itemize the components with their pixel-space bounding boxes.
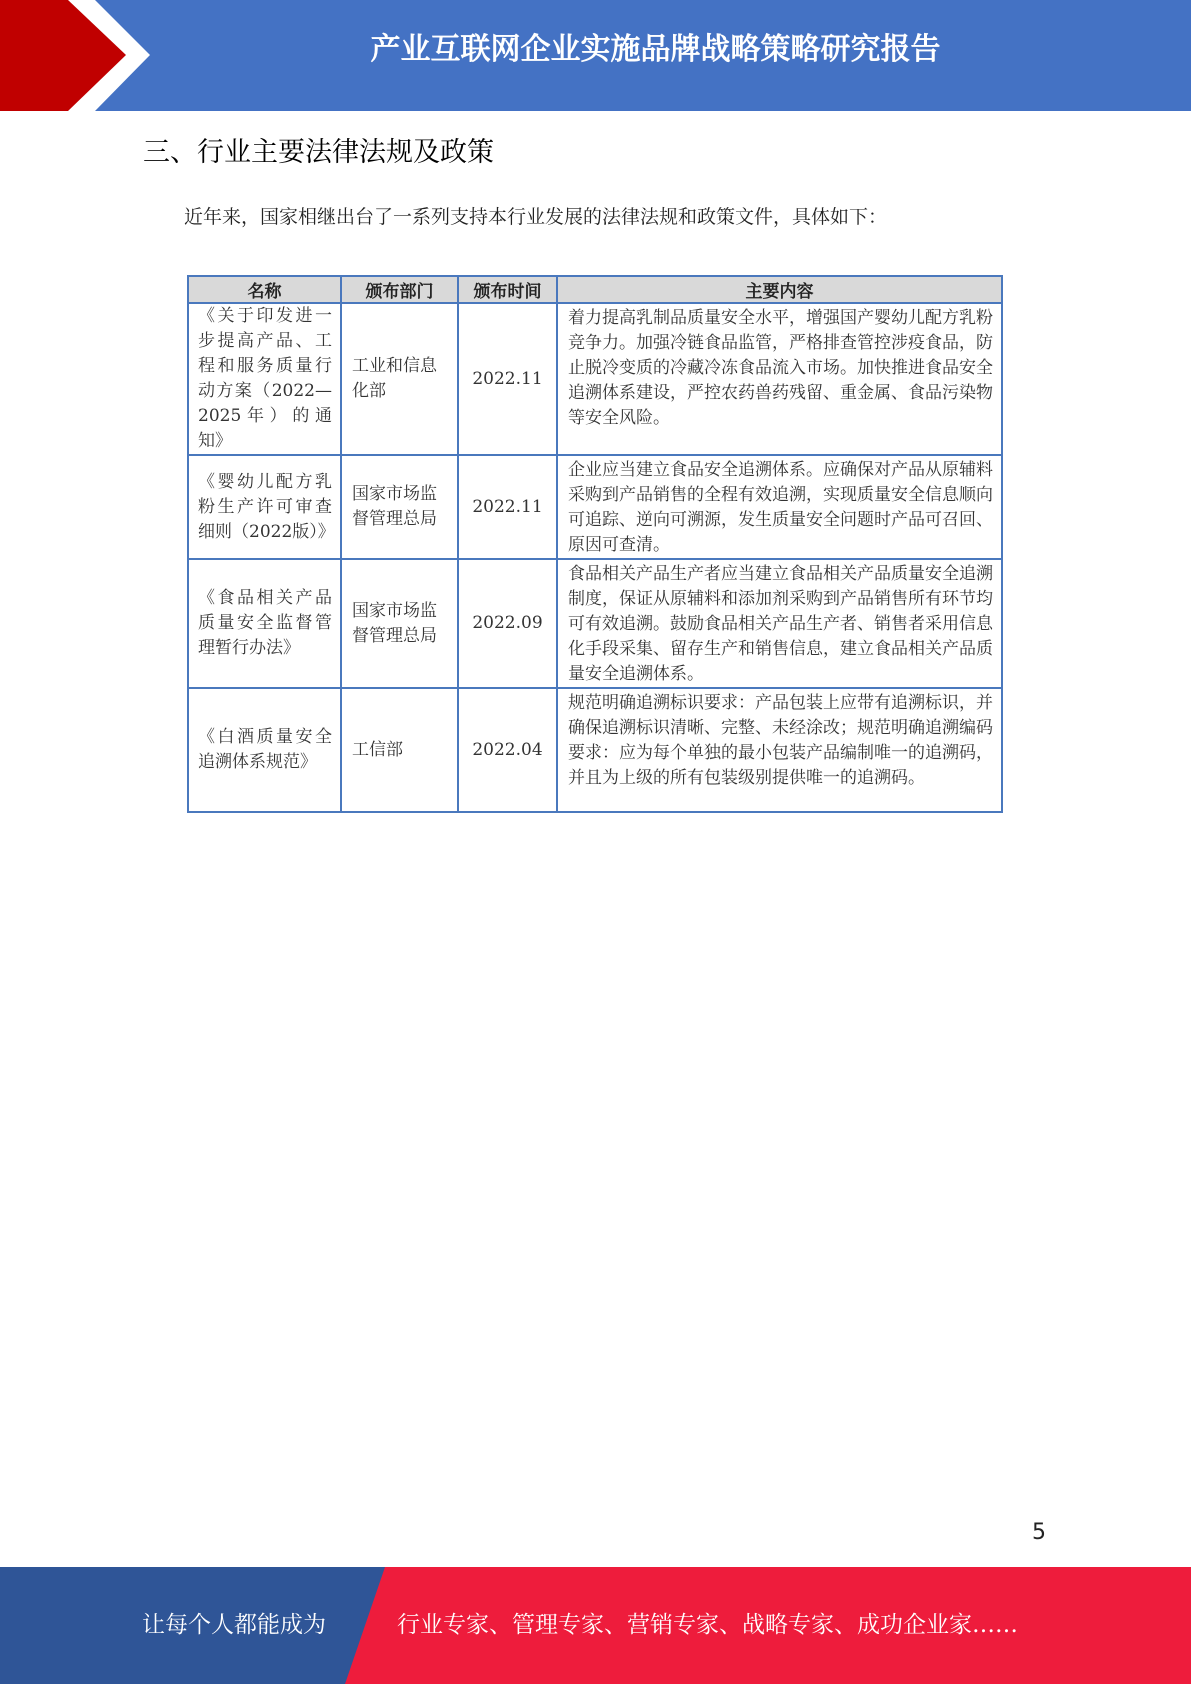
table-row [188,303,1002,455]
row-content [557,455,1002,559]
row-dept: 工信部 [341,688,458,812]
row-date: 2022.04 [458,688,557,812]
section-heading: 三、行业主要法律法规及政策 [143,137,494,168]
header-content: 主要内容 [557,276,1002,303]
header-dept: 颁布部门 [341,276,458,303]
intro-paragraph: 近年来，国家相继出台了一系列支持本行业发展的法律法规和政策文件，具体如下： [184,206,888,228]
row-content-text: 着力提高乳制品质量安全水平，增强国产婴幼儿配方乳粉竞争力。加强冷链食品监管，严格排查管控涉疫食品，防止脱冷变质的冷藏冷冻食品流入市场。加快推进食品安全追溯体系建设，严控农药兽药残留、重金属、食品污染物等安全风险。 [568,308,993,428]
header-banner [0,0,1191,111]
row-content [557,303,1002,455]
row-name: 《食品相关产品质量安全监督管理暂行办法》 [188,559,341,688]
table-row [188,688,1002,812]
row-date: 2022.11 [458,303,557,455]
footer-slogan-left: 让每个人都能成为 [142,1612,326,1638]
footer-banner [0,1567,1191,1684]
table-row [188,559,1002,688]
row-dept: 工业和信息化部 [341,303,458,455]
page-number: 5 [1032,1520,1046,1545]
row-dept: 国家市场监督管理总局 [341,455,458,559]
header-arrow-decoration [0,0,160,111]
row-date: 2022.11 [458,455,557,559]
row-content-text: 规范明确追溯标识要求：产品包装上应带有追溯标识，并确保追溯标识清晰、完整、未经涂改；规范明确追溯编码要求：应为每个单独的最小包装产品编制唯一的追溯码，并且为上级的所有包装级别提供唯一的追溯码。 [568,693,993,788]
header-date: 颁布时间 [458,276,557,303]
policy-table-wrapper [187,275,1003,813]
row-date: 2022.09 [458,559,557,688]
footer-slogan-right: 行业专家、管理专家、营销专家、战略专家、成功企业家…… [397,1612,1018,1638]
header-name: 名称 [188,276,341,303]
table-header-row [188,276,1002,303]
row-content [557,688,1002,812]
table-row [188,455,1002,559]
policy-table [187,275,1003,813]
row-content-text: 企业应当建立食品安全追溯体系。应确保对产品从原辅料采购到产品销售的全程有效追溯，实现质量安全信息顺向可追踪、逆向可溯源，发生质量安全问题时产品可召回、原因可查清。 [568,460,993,555]
row-name: 《关于印发进一步提高产品、工程和服务质量行动方案（2022—2025年）的通知》 [188,303,341,455]
row-name: 《婴幼儿配方乳粉生产许可审查细则（2022版）》 [188,455,341,559]
row-content [557,559,1002,688]
report-title: 产业互联网企业实施品牌战略策略研究报告 [370,32,941,67]
row-content-text: 食品相关产品生产者应当建立食品相关产品质量安全追溯制度，保证从原辅料和添加剂采购到产品销售所有环节均可有效追溯。鼓励食品相关产品生产者、销售者采用信息化手段采集、留存生产和销售信息，建立食品相关产品质量安全追溯体系。 [568,564,993,684]
row-dept: 国家市场监督管理总局 [341,559,458,688]
row-name: 《白酒质量安全追溯体系规范》 [188,688,341,812]
